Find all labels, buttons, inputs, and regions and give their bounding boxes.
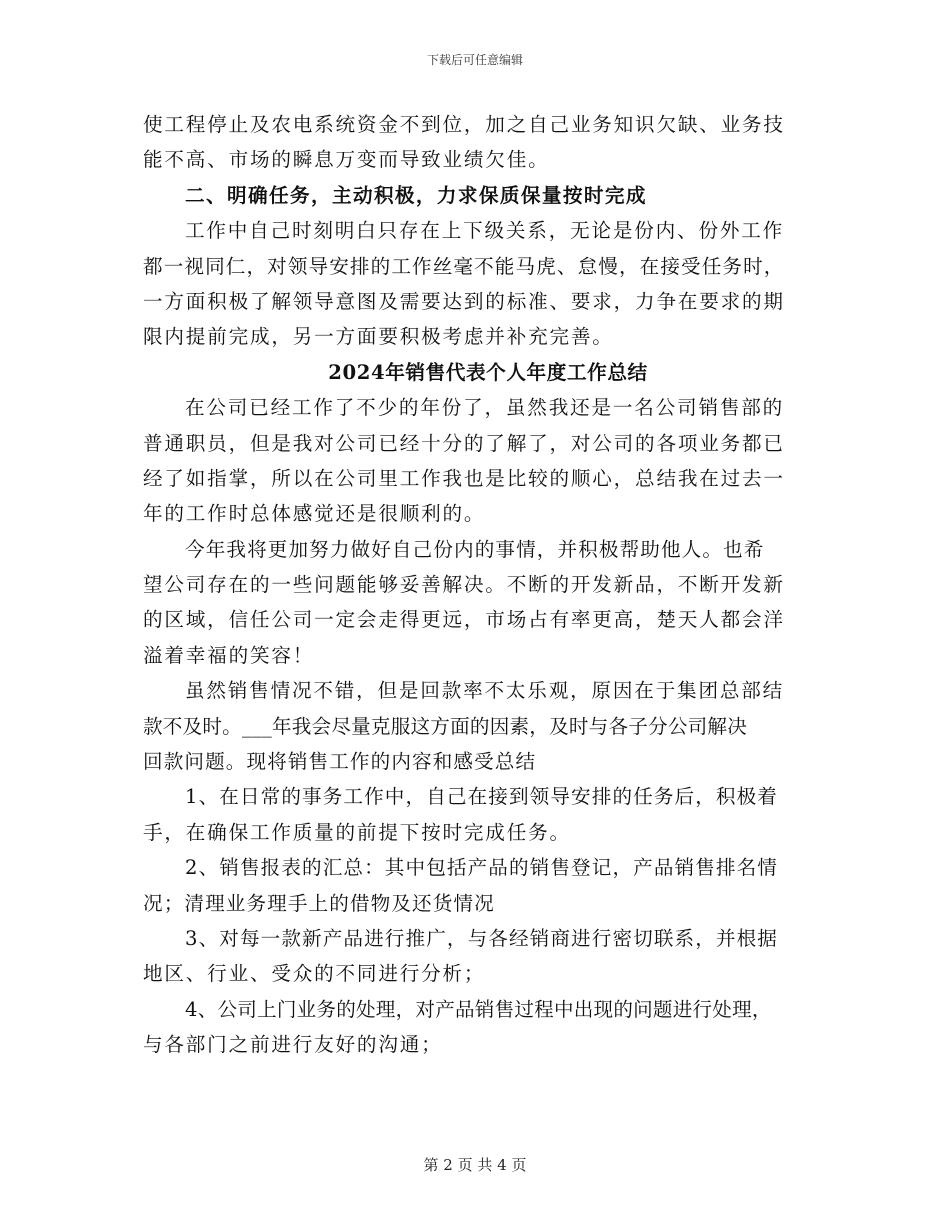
body-line: 今年我将更加努力做好自己份内的事情，并积极帮助他人。也希 bbox=[185, 537, 765, 561]
document-body bbox=[143, 107, 833, 1063]
body-line: 款不及时。___年我会尽量克服这方面的因素，及时与各子分公司解决 bbox=[143, 714, 748, 738]
document-title: 2024年销售代表个人年度工作总结 bbox=[328, 360, 648, 384]
section-heading: 二、明确任务，主动积极，力求保质保量按时完成 bbox=[185, 183, 647, 207]
list-item: 2、销售报表的汇总：其中包括产品的销售登记，产品销售排名情 bbox=[185, 856, 778, 880]
body-line: 年的工作时总体感觉还是很顺利的。 bbox=[143, 502, 486, 526]
body-line: 在公司已经工作了不少的年份了，虽然我还是一名公司销售部的 bbox=[185, 396, 785, 420]
body-line: 一方面积极了解领导意图及需要达到的标准、要求，力争在要求的期 bbox=[143, 289, 785, 313]
body-line: 的区域，信任公司一定会走得更远，市场占有率更高，楚天人都会洋 bbox=[143, 608, 785, 632]
body-line: 使工程停止及农电系统资金不到位，加之自己业务知识欠缺、业务技 bbox=[143, 113, 785, 136]
page-header: 下载后可任意编辑 bbox=[426, 53, 523, 67]
body-line: 回款问题。现将销售工作的内容和感受总结 bbox=[143, 750, 537, 774]
list-item: 3、对每一款新产品进行推广，与各经销商进行密切联系，并根据 bbox=[185, 926, 778, 950]
list-item: 4、公司上门业务的处理，对产品销售过程中出现的问题进行处理， bbox=[185, 997, 772, 1021]
list-item-continuation: 手，在确保工作质量的前提下按时完成任务。 bbox=[143, 820, 571, 844]
body-line: 工作中自己时刻明白只存在上下级关系，无论是份内、份外工作 bbox=[185, 219, 785, 243]
body-line: 望公司存在的一些问题能够妥善解决。不断的开发新品，不断开发新 bbox=[143, 573, 785, 597]
list-item-continuation: 与各部门之前进行友好的沟通； bbox=[143, 1033, 443, 1057]
list-item-continuation: 地区、行业、受众的不同进行分析； bbox=[143, 962, 486, 986]
list-item-continuation: 况；清理业务理手上的借物及还货情况 bbox=[143, 891, 495, 915]
body-line: 普通职员，但是我对公司已经十分的了解了，对公司的各项业务都已 bbox=[143, 431, 785, 455]
body-line: 经了如指掌，所以在公司里工作我也是比较的顺心，总结我在过去一 bbox=[143, 466, 785, 490]
body-line: 限内提前完成，另一方面要积极考虑并补充完善。 bbox=[143, 325, 614, 349]
body-line: 虽然销售情况不错，但是回款率不太乐观，原因在于集团总部结 bbox=[185, 679, 785, 703]
page-number: 第 2 页 共 4 页 bbox=[423, 1156, 527, 1174]
body-line: 都一视同仁，对领导安排的工作丝毫不能马虎、怠慢，在接受任务时， bbox=[143, 254, 785, 278]
body-line: 溢着幸福的笑容！ bbox=[143, 643, 315, 667]
body-line: 能不高、市场的瞬息万变而导致业绩欠佳。 bbox=[143, 148, 550, 172]
list-item: 1、在日常的事务工作中，自己在接到领导安排的任务后，积极着 bbox=[185, 785, 778, 809]
